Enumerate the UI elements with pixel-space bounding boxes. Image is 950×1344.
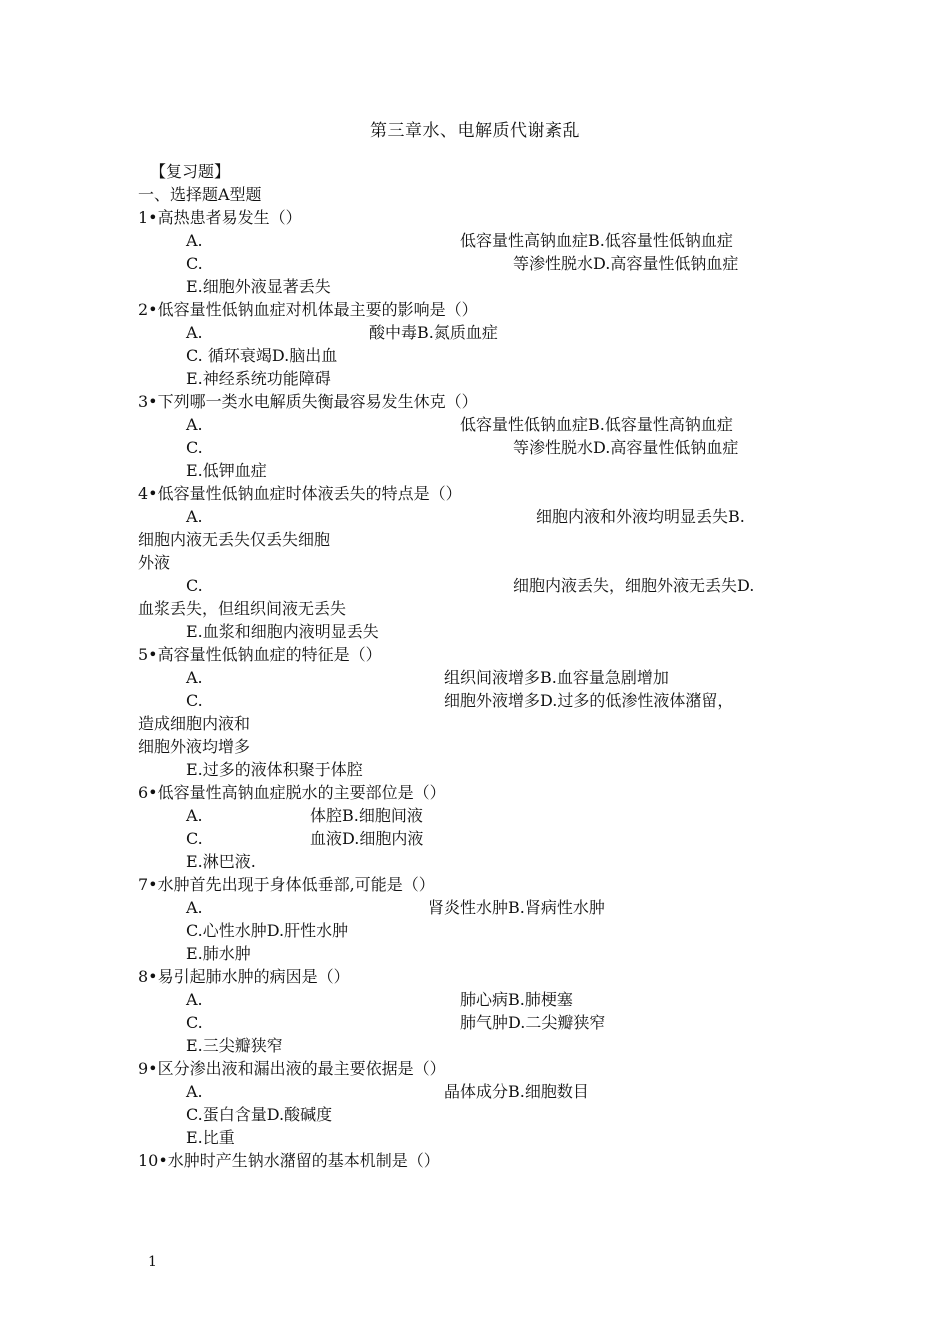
- option-text: 低容量性低钠血症B.低容量性高钠血症: [460, 415, 733, 434]
- option-label: A.: [186, 990, 203, 1009]
- option-text: 低容量性高钠血症B.低容量性低钠血症: [460, 231, 733, 250]
- option-text: 组织间液增多B.血容量急剧增加: [444, 668, 669, 687]
- option-label: C.: [186, 438, 203, 457]
- option-text: E.细胞外液显著丢失: [186, 277, 331, 296]
- option-text: C.心性水肿D.肝性水肿: [186, 921, 349, 940]
- option-label: A.: [186, 806, 203, 825]
- option-text: 晶体成分B.细胞数目: [444, 1082, 589, 1101]
- option-label: A.: [186, 1082, 203, 1101]
- option-text: 酸中毒B.氮质血症: [369, 323, 498, 342]
- option-text: E.肺水肿: [186, 944, 251, 963]
- option-text: E.过多的液体积聚于体腔: [186, 760, 363, 779]
- option-text: 细胞外液增多D.过多的低渗性液体潴留，: [444, 691, 734, 710]
- option-label: C.: [186, 1013, 203, 1032]
- option-label: A.: [186, 898, 203, 917]
- option-label: C.: [186, 829, 203, 848]
- option-text: 外液: [138, 553, 171, 572]
- option-text: E.淋巴液.: [186, 852, 256, 871]
- option-text: 细胞内液和外液均明显丢失B.: [536, 507, 745, 526]
- option-text: 等渗性脱水D.高容量性低钠血症: [513, 438, 739, 457]
- question-9: 9•区分渗出液和漏出液的最主要依据是（）: [138, 1059, 446, 1078]
- option-text: 等渗性脱水D.高容量性低钠血症: [513, 254, 739, 273]
- option-label: A.: [186, 231, 203, 250]
- option-label: A.: [186, 323, 203, 342]
- option-label: C.: [186, 576, 203, 595]
- section-subheading: 一、选择题A型题: [138, 185, 262, 204]
- option-text: 肺心病B.肺梗塞: [460, 990, 573, 1009]
- question-10: 10•水肿时产生钠水潴留的基本机制是（）: [138, 1151, 440, 1170]
- option-text: C. 循环衰竭D.脑出血: [186, 346, 338, 365]
- option-text: E.比重: [186, 1128, 235, 1147]
- option-text: 细胞内液丢失，细胞外液无丢失D.: [513, 576, 755, 595]
- question-8: 8•易引起肺水肿的病因是（）: [138, 967, 350, 986]
- option-text: 体腔B.细胞间液: [310, 806, 423, 825]
- option-text: 肾炎性水肿B.肾病性水肿: [428, 898, 605, 917]
- option-label: A.: [186, 668, 203, 687]
- question-3: 3•下列哪一类水电解质失衡最容易发生休克（）: [138, 392, 478, 411]
- option-text: 血浆丢失，但组织间液无丢失: [138, 599, 347, 618]
- option-label: A.: [186, 507, 203, 526]
- option-text: 细胞内液无丢失仅丢失细胞: [138, 530, 331, 549]
- option-label: C.: [186, 691, 203, 710]
- option-label: C.: [186, 254, 203, 273]
- question-6: 6•低容量性高钠血症脱水的主要部位是（）: [138, 783, 446, 802]
- question-5: 5•高容量性低钠血症的特征是（）: [138, 645, 382, 664]
- option-text: 细胞外液均增多: [138, 737, 251, 756]
- section-heading: 【复习题】: [150, 162, 231, 181]
- option-text: 血液D.细胞内液: [310, 829, 424, 848]
- option-label: A.: [186, 415, 203, 434]
- question-7: 7•水肿首先出现于身体低垂部,可能是（）: [138, 875, 435, 894]
- page-number: 1: [148, 1254, 157, 1270]
- question-2: 2•低容量性低钠血症对机体最主要的影响是（）: [138, 300, 478, 319]
- question-4: 4•低容量性低钠血症时体液丢失的特点是（）: [138, 484, 462, 503]
- option-text: E.低钾血症: [186, 461, 267, 480]
- question-1: 1•高热患者易发生（）: [138, 208, 302, 227]
- option-text: E.三尖瓣狭窄: [186, 1036, 283, 1055]
- option-text: E.神经系统功能障碍: [186, 369, 331, 388]
- option-text: C.蛋白含量D.酸碱度: [186, 1105, 333, 1124]
- option-text: E.血浆和细胞内液明显丢失: [186, 622, 379, 641]
- chapter-title: 第三章水、电解质代谢紊乱: [370, 121, 580, 141]
- option-text: 肺气肿D.二尖瓣狭窄: [460, 1013, 606, 1032]
- option-text: 造成细胞内液和: [138, 714, 251, 733]
